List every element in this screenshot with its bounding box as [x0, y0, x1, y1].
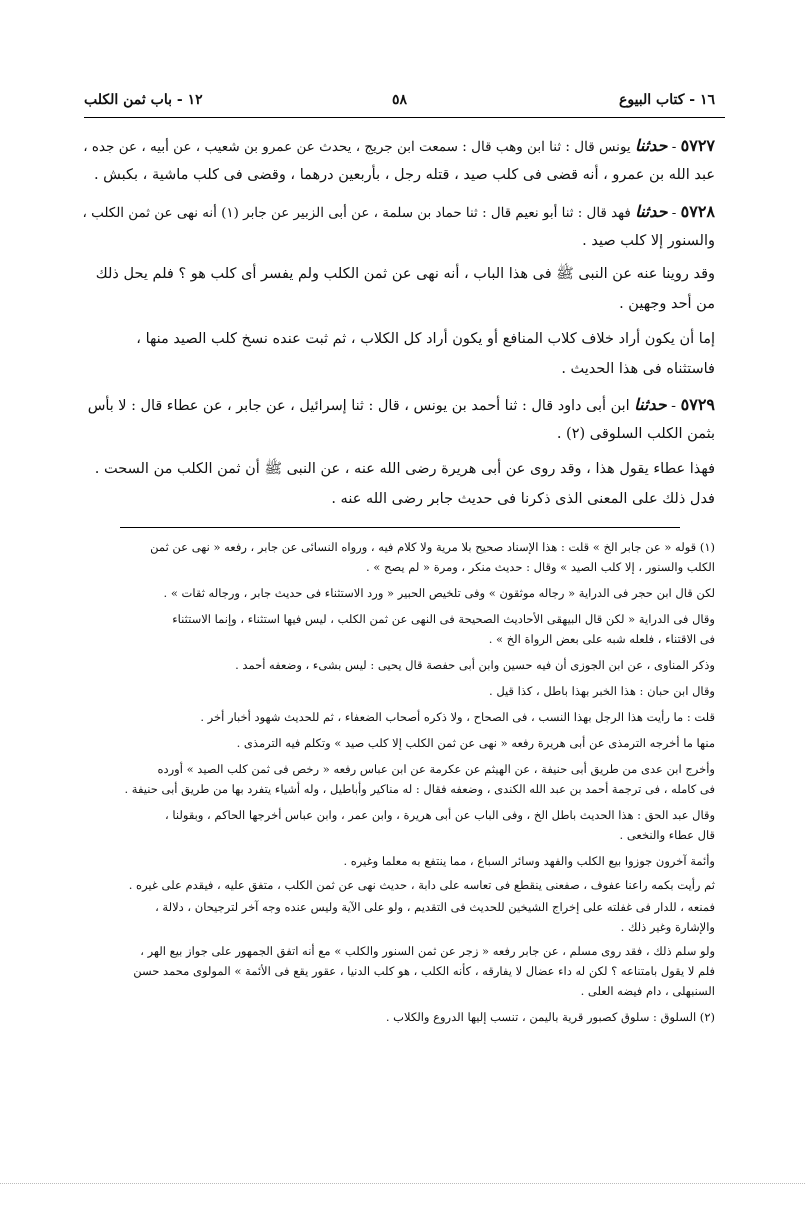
- chapter-title: ١٢ - باب ثمن الكلب: [84, 92, 203, 108]
- hadith-5728-line-1: ٥٧٢٨ - حدثنا فهد قال : ثنا أبو نعيم قال : ثنا حماد بن سلمة ، عن أبى الزبير عن جابر (١) أنه نهى عن ثمن الكلب ،: [82, 202, 715, 221]
- footnote-line: وقال عبد الحق : هذا الحديث باطل الخ ، وفى الباب عن أبى هريرة ، وابن عمر ، وابن عباس أخرجها الحاكم ، وبقولنا ،: [165, 808, 715, 822]
- footnote-line: قلت : ما رأيت هذا الرجل بهذا النسب ، فى الصحاح ، ولا ذكره أصحاب الضعفاء ، ثم للحديث شهود أخبار أخر .: [200, 710, 715, 724]
- scan-border: [0, 1183, 805, 1184]
- footnote-line: وقال فى الدراية « لكن قال البيهقى الأحاديث الصحيحة فى النهى عن ثمن الكلب ، ليس فيها استثناء ، وإنما الاستثناء: [172, 612, 715, 626]
- footnote-line: قال عطاء والنخعى .: [619, 828, 715, 842]
- paragraph-1-line-1: وقد روينا عنه عن النبى ﷺ فى هذا الباب ، أنه نهى عن ثمن الكلب ولم يفسر أى كلب هو ؟ فلم يحل ذلك: [95, 266, 715, 282]
- paragraph-1-line-2: من أحد وجهين .: [619, 296, 715, 312]
- footnote-line: (١) قوله « عن جابر الخ » قلت : هذا الإسناد صحيح بلا مرية ولا كلام فيه ، ورواه النسائى عن جابر ، رفعه « نهى عن ثمن: [150, 540, 715, 554]
- running-header: [84, 92, 715, 114]
- footnote-line: ثم رأيت بكمه راعنا عفوف ، صفعنى ينقطع فى تعاسه على دابة ، حديث نهى عن ثمن الكلب ، متفق عليه ، فيقدم على غيره .: [128, 878, 715, 892]
- haddathana-marker: حدثنا: [635, 136, 668, 155]
- page-number: ٥٨: [391, 92, 408, 108]
- footnote-line: وقال ابن حبان : هذا الخبر بهذا باطل ، كذا قيل .: [489, 684, 715, 698]
- footnote-line: الكلب والسنور ، إلا كلب الصيد » وقال : حديث منكر ، ومرة « لم يصح » .: [365, 560, 715, 574]
- footnote-separator: [120, 527, 680, 528]
- haddathana-marker: حدثنا: [634, 395, 667, 414]
- footnote-line: وذكر المناوى ، عن ابن الجوزى أن فيه حسين وابن أبى حفصة قال يحيى : ليس بشىء ، وضعفه أحمد .: [235, 658, 715, 672]
- book-title: ١٦ - كتاب البيوع: [618, 92, 715, 108]
- hadith-5729-line-1: ٥٧٢٩ - حدثنا ابن أبى داود قال : ثنا أحمد بن يونس ، قال : ثنا إسرائيل ، عن جابر ، عن عطاء قال : لا بأس: [87, 395, 715, 414]
- header-rule: [84, 117, 725, 118]
- footnote-line: فلم لا يقول بامتناعه ؟ لكن له داء عضال لا يفارقه ، كأنه الكلب ، هو كلب الدنيا ، عقور يقع فى الأئمة » المولوى محمد حسن: [133, 964, 715, 978]
- hadith-5727-line-2: عبد الله بن عمرو ، أنه قضى فى كلب صيد ، قتله رجل ، بأربعين درهما ، وقضى فى كلب ماشية ، بكبش .: [93, 167, 715, 183]
- footnote-line: وأئمة آخرون جوزوا بيع الكلب والفهد وسائر السباع ، مما ينتفع به معلما وغيره .: [343, 854, 715, 868]
- hadith-number: ٥٧٢٨: [680, 202, 715, 221]
- footnote-line: ولو سلم ذلك ، فقد روى مسلم ، عن جابر رفعه « زجر عن ثمن السنور والكلب » مع أنه اتفق الجمهور على جواز بيع الهر ،: [140, 944, 715, 958]
- hadith-5727-line-1: ٥٧٢٧ - حدثنا يونس قال : ثنا ابن وهب قال : سمعت ابن جريج ، يحدث عن عمرو بن شعيب ، عن أبيه ، عن جده ،: [83, 136, 715, 155]
- footnote-line: منها ما أخرجه الترمذى عن أبى هريرة رفعه « نهى عن ثمن الكلب إلا كلب صيد » وتكلم فيه الترمذى .: [236, 736, 715, 750]
- footnote-line: لكن قال ابن حجر فى الدراية « رجاله موثقون » وفى تلخيص الحبير « ورد الاستثناء فى حديث جابر ، ورجاله ثقات » .: [163, 586, 715, 600]
- footnote-line: فمنعه ، للدار فى غفلته على إخراج الشيخين للحديث فى التقديم ، ولو على الآية وليس عنده وجه آخر لترجيحان ، دلالة ،: [155, 900, 715, 914]
- closing-line-2: فدل ذلك على المعنى الذى ذكرنا فى حديث جابر رضى الله عنه .: [331, 491, 715, 507]
- hadith-number: ٥٧٢٧: [680, 136, 715, 155]
- paragraph-2-line-1: إما أن يكون أراد خلاف كلاب المنافع أو يكون أراد كل الكلاب ، ثم ثبت عنده نسخ كلب الصيد منها ،: [136, 331, 715, 347]
- hadith-5728-line-2: والسنور إلا كلب صيد .: [582, 233, 715, 249]
- footnote-line: (٢) السلوق : سلوق كصبور قرية باليمن ، تنسب إليها الدروع والكلاب .: [385, 1010, 715, 1024]
- hadith-5729-line-2: بثمن الكلب السلوقى (٢) .: [556, 426, 715, 442]
- paragraph-2-line-2: فاستثناه فى هذا الحديث .: [561, 361, 715, 377]
- footnote-line: والإشارة وغير ذلك .: [620, 920, 715, 934]
- footnote-line: فى كامله ، فى ترجمة أحمد بن عبد الله الكندى ، وضعفه فقال : له مناكير وأباطيل ، وله أشياء يتفرد بها من طريق أبى حنيفة .: [124, 782, 715, 796]
- closing-line-1: فهذا عطاء يقول هذا ، وقد روى عن أبى هريرة رضى الله عنه ، عن النبى ﷺ أن ثمن الكلب من السحت .: [94, 461, 715, 477]
- footnote-line: فى الاقتناء ، فلعله شبه على بعض الرواة الخ » .: [488, 632, 715, 646]
- haddathana-marker: حدثنا: [635, 202, 668, 221]
- footnote-line: السنبهلى ، دام فيضه العلى .: [580, 984, 715, 998]
- hadith-number: ٥٧٢٩: [680, 395, 715, 414]
- footnote-line: وأخرج ابن عدى من طريق أبى حنيفة ، عن الهيثم عن عكرمة عن ابن عباس رفعه « رخص فى ثمن كلب الصيد » أورده: [157, 762, 715, 776]
